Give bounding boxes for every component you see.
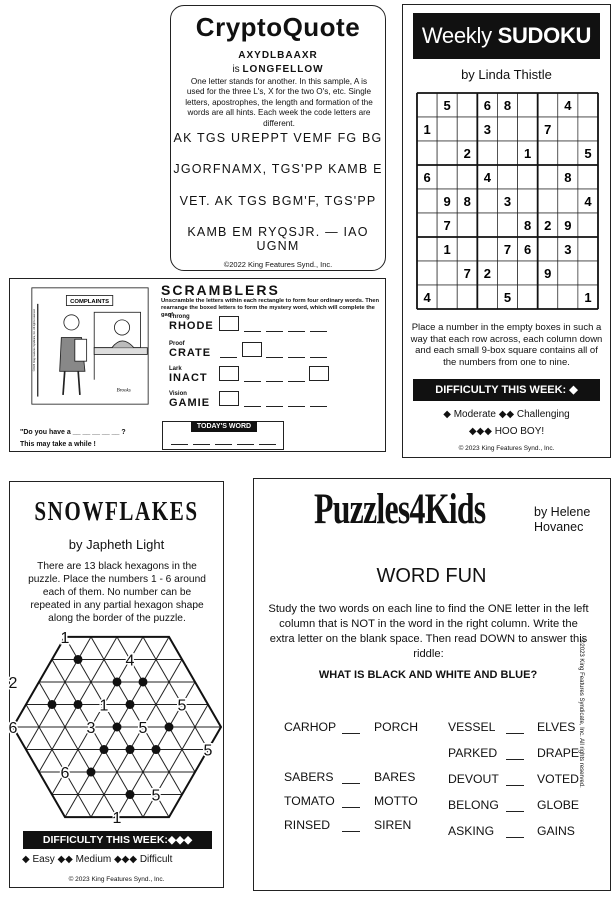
sudoku-cell[interactable] <box>497 165 517 189</box>
snowflake-grid-line <box>156 682 169 705</box>
right-word: GLOBE <box>537 798 579 812</box>
black-hexagon-dot <box>74 700 83 709</box>
right-word: PORCH <box>374 720 419 734</box>
left-word: ASKING <box>448 824 495 838</box>
sudoku-cell[interactable] <box>477 237 497 261</box>
answer-blank[interactable] <box>342 831 360 832</box>
scramblers-panel <box>9 278 386 452</box>
answer-blank[interactable] <box>506 759 524 760</box>
sudoku-cell[interactable] <box>518 117 538 141</box>
sudoku-cell[interactable] <box>578 165 598 189</box>
scramblers-caption-1: "Do you have a __ __ __ __ __ ? <box>20 429 126 436</box>
puzzles4kids-subtitle: WORD FUN <box>376 565 487 587</box>
black-hexagon-dot <box>139 677 148 686</box>
black-hexagon-dot <box>113 677 122 686</box>
answer-box[interactable] <box>242 342 262 357</box>
snowflake-given-number: 5 <box>203 742 213 760</box>
cryptoquote-line-3: VET. AK TGS BGM'F, TGS'PP <box>179 194 377 208</box>
sudoku-cell[interactable] <box>518 189 538 213</box>
sudoku-cell[interactable] <box>437 261 457 285</box>
answer-blank[interactable] <box>506 785 524 786</box>
snowflake-given-number: 2 <box>8 674 18 692</box>
snowflake-grid-line <box>39 750 52 773</box>
cryptoquote-title: CryptoQuote <box>195 12 361 42</box>
sudoku-given: 4 <box>584 194 592 209</box>
snowflake-given-number: 1 <box>99 697 109 715</box>
right-word: BARES <box>374 770 416 784</box>
sudoku-given: 7 <box>463 266 471 281</box>
sudoku-cell[interactable] <box>457 213 477 237</box>
black-hexagon-dot <box>48 700 57 709</box>
black-hexagon-dot <box>74 655 83 664</box>
answer-blank[interactable] <box>310 357 327 358</box>
sudoku-cell[interactable] <box>578 261 598 285</box>
sudoku-cell[interactable] <box>417 93 437 117</box>
snowflake-grid-line <box>52 659 65 682</box>
snowflake-grid-line <box>39 727 52 750</box>
answer-blank[interactable] <box>266 381 283 382</box>
right-word: ELVES <box>537 720 576 734</box>
todays-word-box[interactable] <box>162 421 284 450</box>
sudoku-cell[interactable] <box>518 261 538 285</box>
left-word: SABERS <box>284 770 334 784</box>
answer-blank[interactable] <box>310 331 327 332</box>
sudoku-given: 8 <box>503 98 512 113</box>
sudoku-given: 6 <box>483 98 492 113</box>
right-word: VOTED <box>537 772 579 786</box>
snowflake-given-number: 4 <box>125 652 135 670</box>
sudoku-cell[interactable] <box>417 261 437 285</box>
sudoku-cell[interactable] <box>457 117 477 141</box>
scramblers-rules: Unscramble the letters within each rectangle to form four ordinary words. Then rearrange the boxed letters to form the mystery word, which will complete the gag! <box>161 298 380 318</box>
right-word: SIREN <box>374 818 412 832</box>
sudoku-given: 4 <box>423 290 431 305</box>
answer-blank[interactable] <box>506 837 524 838</box>
puzzles4kids-panel <box>253 478 611 891</box>
answer-blank[interactable] <box>244 381 261 382</box>
cartoon-signature: Brooks <box>116 387 131 394</box>
sudoku-cell[interactable] <box>558 285 578 309</box>
sudoku-cell[interactable] <box>538 141 558 165</box>
cryptoquote-description: One letter stands for another. In this sample, A is used for the three L's, X for the two O's, etc. Single letters, apostrophes, the length and formation of the words are all hints. Each week the code letters are different. <box>185 77 373 128</box>
sudoku-panel <box>402 4 611 458</box>
right-word: MOTTO <box>374 794 418 808</box>
sudoku-cell[interactable] <box>578 117 598 141</box>
sudoku-given: 8 <box>523 218 532 233</box>
cryptoquote-panel <box>170 5 386 271</box>
cryptoquote-line-1: AK TGS UREPPT VEMF FG BG <box>173 131 383 145</box>
sudoku-cell[interactable] <box>538 237 558 261</box>
sudoku-cell[interactable] <box>417 237 437 261</box>
sudoku-instructions: Place a number in the empty boxes in such a way that each row across, each column down and each small 9-box square contains all of the numbers from one to nine. <box>410 322 603 368</box>
cryptoquote-line-4: KAMB EM RYQSJR. — IAO UGNM <box>187 225 369 253</box>
sudoku-given: 2 <box>544 218 552 233</box>
snowflake-grid-line <box>78 795 91 818</box>
sudoku-cell[interactable] <box>437 117 457 141</box>
left-word: PARKED <box>448 746 498 760</box>
answer-blank[interactable] <box>244 406 261 407</box>
sudoku-cell[interactable] <box>578 213 598 237</box>
sudoku-cell[interactable] <box>497 261 517 285</box>
answer-box[interactable] <box>219 366 239 381</box>
snowflake-given-number: 6 <box>60 765 70 783</box>
sudoku-cell[interactable] <box>558 141 578 165</box>
snowflakes-byline: by Japheth Light <box>68 537 165 552</box>
sudoku-cell[interactable] <box>477 213 497 237</box>
sudoku-cell[interactable] <box>437 165 457 189</box>
sudoku-given: 9 <box>564 218 572 233</box>
snowflake-grid-line <box>91 659 104 682</box>
sudoku-cell[interactable] <box>497 117 517 141</box>
puzzles4kids-byline: by Helene Hovanec <box>534 505 591 534</box>
sudoku-given: 7 <box>443 218 451 233</box>
sudoku-given: 1 <box>584 290 592 305</box>
sudoku-cell[interactable] <box>457 237 477 261</box>
snowflake-grid-line <box>195 704 208 727</box>
sudoku-given: 5 <box>584 146 592 161</box>
cryptoquote-sample-code: AXYDLBAAXR <box>238 50 318 61</box>
sudoku-given: 7 <box>503 242 512 257</box>
sudoku-given: 2 <box>483 266 492 281</box>
snowflake-grid-line <box>169 659 182 682</box>
snowflakes-title: SNOWFLAKES <box>34 496 199 526</box>
snowflake-given-number: 5 <box>177 697 187 715</box>
sudoku-cell[interactable] <box>417 141 437 165</box>
black-hexagon-dot <box>87 768 96 777</box>
snowflake-grid-line <box>143 637 156 660</box>
black-hexagon-dot <box>126 700 135 709</box>
answer-blank[interactable] <box>288 406 305 407</box>
snowflakes-instructions: There are 13 black hexagons in the puzzle. Place the numbers 1 - 6 around each of them. No number can be repeated in any partial hexagon shape along the border of the puzzle. <box>28 561 206 624</box>
sudoku-cell[interactable] <box>477 189 497 213</box>
snowflake-grid-line <box>182 750 195 773</box>
scramble-row-3: Lark INACT <box>169 366 208 384</box>
answer-blank[interactable] <box>506 733 524 734</box>
snowflake-given-number: 5 <box>138 720 148 737</box>
black-hexagon-dot <box>152 745 161 754</box>
puzzles4kids-title: Puzzles4Kids <box>314 486 486 533</box>
sudoku-cell[interactable] <box>437 285 457 309</box>
sudoku-given: 3 <box>483 122 492 137</box>
snowflake-grid-line <box>65 727 78 750</box>
sudoku-cell[interactable] <box>437 141 457 165</box>
todays-word-label: TODAY'S WORD <box>191 421 257 432</box>
puzzles4kids-riddle: WHAT IS BLACK AND WHITE AND BLUE? <box>318 669 538 681</box>
sudoku-given: 3 <box>564 242 572 257</box>
cryptoquote-line-2: JGORFNAMX, TGS'PP KAMB E <box>173 162 383 176</box>
answer-blank[interactable] <box>193 444 210 445</box>
black-hexagon-dot <box>165 723 174 732</box>
black-hexagon-dot <box>126 745 135 754</box>
sudoku-given: 9 <box>544 266 552 281</box>
sudoku-cell[interactable] <box>558 261 578 285</box>
snowflake-grid-line <box>169 772 182 795</box>
black-hexagon-dot <box>113 723 122 732</box>
sudoku-difficulty: DIFFICULTY THIS WEEK: ◆ <box>413 379 600 401</box>
black-hexagon-dot <box>126 790 135 799</box>
snowflake-given-number: 1 <box>112 810 122 828</box>
snowflake-grid-line <box>91 795 104 818</box>
right-word: GAINS <box>537 824 575 838</box>
sudoku-given: 3 <box>503 194 512 209</box>
right-word: DRAPE <box>537 746 579 760</box>
sudoku-given: 1 <box>423 122 431 137</box>
left-word: BELONG <box>448 798 499 812</box>
cryptoquote-sample-answer: is LONGFELLOW <box>232 64 324 75</box>
snowflake-grid-line <box>26 704 39 727</box>
answer-blank[interactable] <box>244 331 261 332</box>
sudoku-cell[interactable] <box>497 213 517 237</box>
snowflakes-copyright: © 2023 King Features Synd., Inc. <box>68 876 165 883</box>
snowflake-grid-line <box>104 637 117 660</box>
sudoku-cell[interactable] <box>417 213 437 237</box>
sudoku-given: 5 <box>503 290 512 305</box>
answer-box[interactable] <box>219 391 239 406</box>
left-word: TOMATO <box>284 794 335 808</box>
snowflake-grid-line <box>65 795 78 818</box>
snowflake-given-number: 5 <box>151 787 161 805</box>
sudoku-given: 9 <box>443 194 451 209</box>
left-word: VESSEL <box>448 720 496 734</box>
answer-blank[interactable] <box>506 811 524 812</box>
sudoku-given: 8 <box>463 194 471 209</box>
answer-blank[interactable] <box>266 331 283 332</box>
snowflake-given-number: 1 <box>60 629 70 647</box>
snowflake-grid-line <box>169 750 182 773</box>
answer-blank[interactable] <box>215 444 232 445</box>
sudoku-title: Weekly SUDOKU <box>413 13 600 59</box>
snowflakes-panel <box>9 481 224 888</box>
sudoku-cell[interactable] <box>538 285 558 309</box>
answer-box[interactable] <box>219 316 239 331</box>
scramble-row-2: Proof CRATE <box>169 341 212 359</box>
sudoku-cell[interactable] <box>538 165 558 189</box>
answer-box[interactable] <box>309 366 329 381</box>
sudoku-given: 2 <box>463 146 471 161</box>
sudoku-given: 1 <box>523 146 532 161</box>
sudoku-given: 4 <box>564 98 572 113</box>
snowflake-grid-line <box>52 727 65 750</box>
sudoku-cell[interactable] <box>497 141 517 165</box>
sudoku-cell[interactable] <box>538 189 558 213</box>
sudoku-cell[interactable] <box>578 93 598 117</box>
sudoku-cell[interactable] <box>457 285 477 309</box>
snowflake-grid-line <box>91 637 104 660</box>
sudoku-given: 6 <box>423 170 431 185</box>
answer-blank[interactable] <box>259 444 276 445</box>
answer-blank[interactable] <box>310 406 327 407</box>
sudoku-given: 8 <box>564 170 572 185</box>
scramblers-caption-2: This may take a while ! <box>20 441 96 448</box>
answer-blank[interactable] <box>288 357 305 358</box>
snowflakes-levels: ◆ Easy ◆◆ Medium ◆◆◆ Difficult <box>22 854 173 865</box>
snowflakes-grid[interactable] <box>8 627 222 828</box>
answer-blank[interactable] <box>220 357 237 358</box>
answer-blank[interactable] <box>342 783 360 784</box>
answer-blank[interactable] <box>171 444 188 445</box>
answer-blank[interactable] <box>288 331 305 332</box>
sudoku-cell[interactable] <box>457 93 477 117</box>
black-hexagon-dot <box>100 745 109 754</box>
cartoon-credit: ©2023 King Features Syndicate, Inc. All rights reserved. <box>33 308 37 372</box>
snowflake-given-number: 6 <box>8 720 18 737</box>
answer-blank[interactable] <box>288 381 305 382</box>
sudoku-cell[interactable] <box>477 141 497 165</box>
sudoku-cell[interactable] <box>518 285 538 309</box>
sudoku-cell[interactable] <box>578 237 598 261</box>
sudoku-cell[interactable] <box>518 165 538 189</box>
sudoku-cell[interactable] <box>457 165 477 189</box>
sudoku-given: 5 <box>443 98 451 113</box>
sudoku-cell[interactable] <box>518 93 538 117</box>
snowflake-given-number: 3 <box>86 720 96 737</box>
sudoku-given: 1 <box>443 242 451 257</box>
scramblers-cartoon <box>20 287 160 405</box>
answer-blank[interactable] <box>237 444 254 445</box>
snowflake-grid-line <box>156 659 169 682</box>
scramble-row-1: Throng RHODE <box>169 314 214 332</box>
sudoku-cell[interactable] <box>417 189 437 213</box>
puzzles4kids-instructions: Study the two words on each line to find the ONE letter in the left column that is NOT in the word in the right column. Write the extra letter on the blank space. Then read DOWN to answer this riddle: <box>268 603 589 660</box>
snowflake-grid-line <box>104 772 117 795</box>
snowflake-grid-line <box>182 727 195 750</box>
left-word: RINSED <box>284 818 331 832</box>
sudoku-copyright: © 2023 King Features Synd., Inc. <box>458 445 555 452</box>
sudoku-cell[interactable] <box>558 189 578 213</box>
sudoku-grid[interactable] <box>417 93 598 309</box>
sudoku-cell[interactable] <box>477 285 497 309</box>
sudoku-cell[interactable] <box>558 117 578 141</box>
answer-blank[interactable] <box>342 733 360 734</box>
cryptoquote-copyright: ©2022 King Features Synd., Inc. <box>223 260 333 269</box>
left-word: CARHOP <box>284 720 337 734</box>
sudoku-levels-2: ◆◆◆ HOO BOY! <box>468 426 545 437</box>
left-word: DEVOUT <box>448 772 499 786</box>
cartoon-sign: COMPLAINTS <box>70 299 110 306</box>
sudoku-given: 4 <box>483 170 492 185</box>
sudoku-cell[interactable] <box>538 93 558 117</box>
sudoku-given: 6 <box>523 242 532 257</box>
snowflake-grid-line <box>26 727 39 750</box>
puzzles4kids-side-copyright: ©2023 King Features Syndicate, Inc. All rights reserved. <box>578 639 584 788</box>
snowflake-grid-line <box>156 637 169 660</box>
scramble-row-4: Vision GAMIE <box>169 391 211 409</box>
answer-blank[interactable] <box>342 807 360 808</box>
snowflakes-difficulty: DIFFICULTY THIS WEEK:◆◆◆ <box>23 831 212 849</box>
sudoku-byline: by Linda Thistle <box>461 67 552 82</box>
scramblers-title: SCRAMBLERS <box>161 282 280 298</box>
answer-blank[interactable] <box>266 357 283 358</box>
sudoku-levels-1: ◆ Moderate ◆◆ Challenging <box>443 409 570 420</box>
sudoku-given: 7 <box>544 122 552 137</box>
answer-blank[interactable] <box>266 406 283 407</box>
